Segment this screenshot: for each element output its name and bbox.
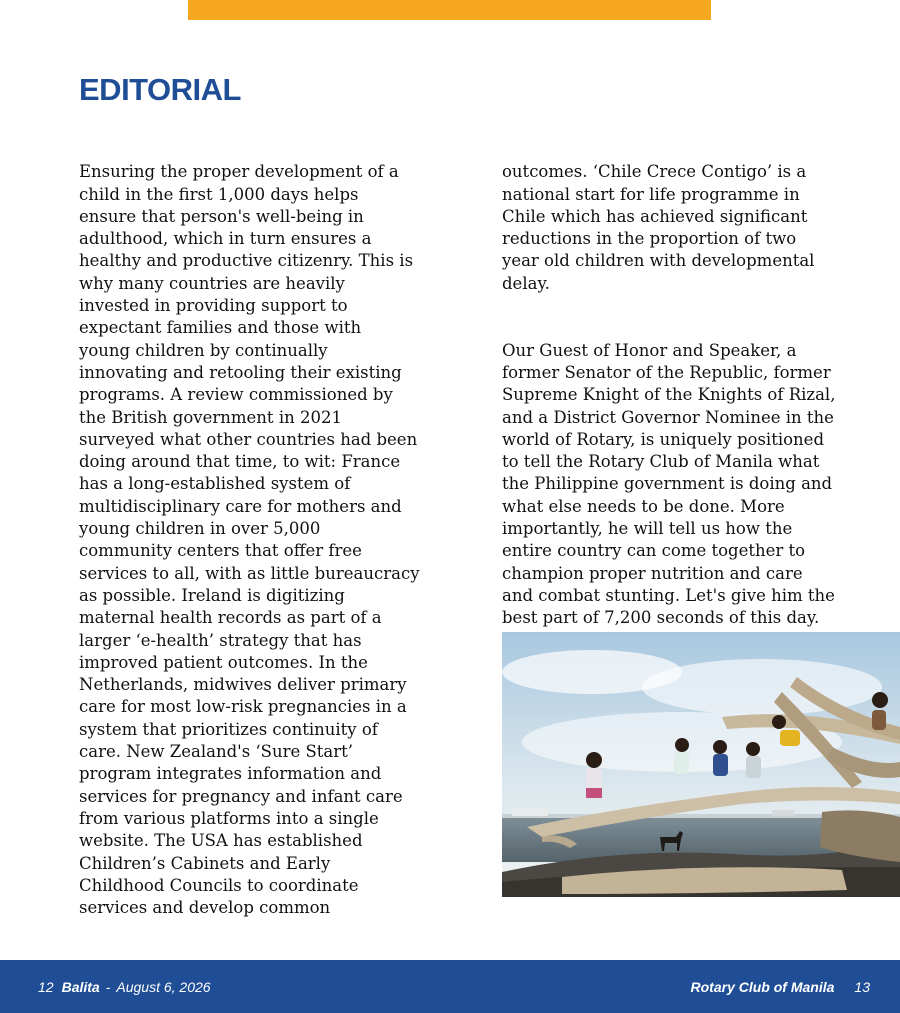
article-left-column — [79, 139, 424, 942]
footer-right — [691, 979, 870, 995]
article-paragraph: outcomes. ‘Chile Crece Contigo’ is a national start for life programme in Chile which has achieved significant reductions in the proportion of two year old children with developmental delay. — [502, 162, 815, 293]
left-page-number: 12 — [38, 979, 54, 995]
club-name: Rotary Club of Manila — [690, 979, 835, 995]
article-paragraph: Ensuring the proper development of a child in the first 1,000 days helps ensure that person's well-being in adulthood, which in turn ensures a healthy and productive citizenry. This is why many countries are heavily invested in providing support to expectant families and those with young children by continually innovating and retooling their existing programs. A review commissioned by the British government in 2021 surveyed what other countries had been doing around that time, to wit: France has a long-established system of multidisciplinary care for mothers and young children in over 5,000 community centers that offer free services to all, with as little bureaucracy as possible. Ireland is digitizing maternal health records as part of a larger ‘e-health’ strategy that has improved patient outcomes. In the Netherlands, midwives deliver primary care for most low-risk pregnancies in a system that prioritizes continuity of care. New Zealand's ‘Sure Start’ program integrates information and services for pregnancy and infant care from various platforms into a single website. The USA has established Children’s Cabinets and Early Childhood Councils to coordinate services and develop common — [79, 162, 420, 918]
photo-illustration — [502, 632, 900, 897]
article-right-column — [502, 139, 847, 652]
issue-date: August 6, 2026 — [116, 979, 211, 995]
footer-left — [38, 979, 211, 995]
publication-name: Balita — [61, 979, 100, 995]
article-paragraph: Our Guest of Honor and Speaker, a former Senator of the Republic, former Supreme Knight of the Knights of Rizal, and a District Governor Nominee in the world of Rotary, is uniquely positioned to tell the Rotary Club of Manila what the Philippine government is doing and what else needs to be done. More importantly, he will tell us how the entire country can come together to champion proper nutrition and care and combat stunting. Let's give him the best part of 7,200 seconds of this day. — [502, 340, 836, 628]
footer-separator: - — [105, 979, 111, 995]
children-on-driftwood-photo — [502, 632, 900, 897]
page-title: EDITORIAL — [79, 72, 241, 107]
page-footer — [0, 960, 900, 1013]
right-page-number: 13 — [854, 979, 870, 995]
top-accent-bar — [188, 0, 711, 20]
